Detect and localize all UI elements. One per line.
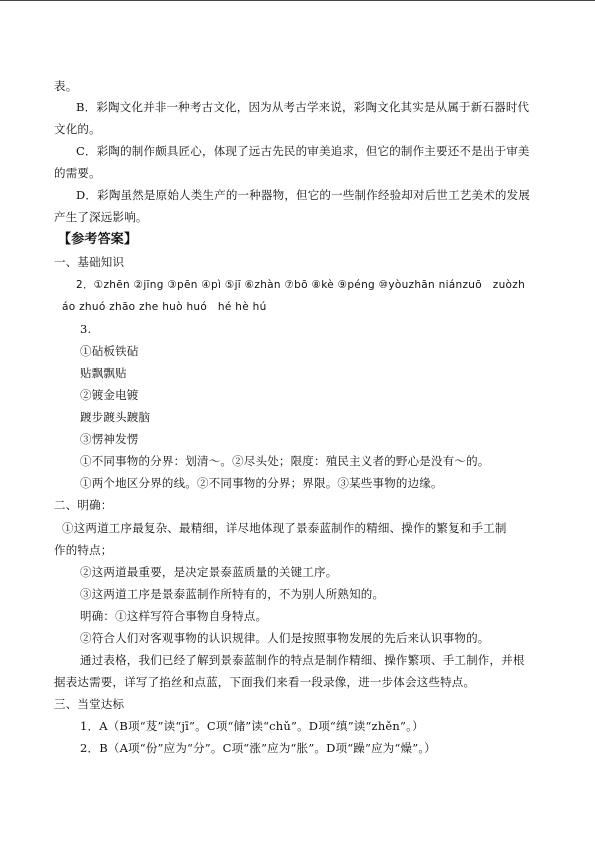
item-number: 3.: [80, 322, 92, 336]
section-heading: 一、基础知识: [54, 255, 125, 269]
word-group-2b: 踱步踱头踱脑: [80, 410, 151, 424]
text-line: 表。: [54, 79, 78, 93]
text-line: 的需要。: [54, 166, 101, 180]
option-b-line: B．彩陶文化并非一种考古文化，因为从考古学来说，彩陶文化其实是从属于新石器时代: [76, 100, 530, 114]
definition-line: ①不同事物的分界：划清～。②尽头处；限度：殖民主义者的野心是没有～的。: [80, 454, 490, 468]
text-line: ②这两道最重要，是决定景泰蓝质量的关键工序。: [80, 565, 338, 579]
option-d-line: D．彩陶虽然是原始人类生产的一种器物，但它的一些制作经验却对后世工艺美术的发展: [76, 188, 531, 202]
pinyin-answers-line: áo zhuó zhāo zhe huò huó hé hè hú: [62, 301, 267, 313]
text-line: 通过表格，我们已经了解到景泰蓝制作的特点是制作精细、操作繁项、手工制作，并根: [80, 653, 525, 667]
word-group-1: ①砧板铁砧: [80, 344, 139, 358]
text-line: 明确：①这样写符合事物自身特点。: [80, 609, 268, 623]
answer-line: 2．B（A项“份”应为“分”。C项“涨”应为“胀”。D项“躁”应为“燥”。）: [80, 741, 436, 755]
option-c-line: C．彩陶的制作颇具匠心，体现了远古先民的审美追求，但它的制作主要还不是出于审美: [76, 144, 530, 158]
word-group-2: ②镀金电镀: [80, 388, 139, 402]
text-line: ①这两道工序最复杂、最精细，详尽地体现了景泰蓝制作的精细、操作的繁复和手工制: [62, 521, 507, 535]
text-line: 文化的。: [54, 122, 101, 136]
text-line: ②符合人们对客观事物的认识规律。人们是按照事物发展的先后来认识事物的。: [80, 631, 490, 645]
text-line: 产生了深远影响。: [54, 210, 148, 224]
answer-heading: 【参考答案】: [58, 232, 138, 247]
answer-line: 1．A（B项“芨”读“jī”。C项“储”读“chǔ”。D项“缜”读“zhěn”。）: [80, 719, 424, 733]
section-heading: 三、当堂达标: [54, 697, 125, 711]
text-line: 据表达需要，详写了掐丝和点蓝，下面我们来看一段录像，进一步体会这些特点。: [54, 675, 476, 689]
text-line: ③这两道工序是景泰蓝制作所特有的，不为别人所熟知的。: [80, 587, 385, 601]
top-rule: [0, 0, 595, 1]
pinyin-answers-line: 2．①zhēn ②jīng ③pēn ④pì ⑤jī ⑥zhàn ⑦bō ⑧kè ⑨péng ⑩yòuzhān niánzuō zuòzh: [76, 279, 526, 291]
text-line: 作的特点；: [54, 543, 113, 557]
word-group-1b: 贴飘飘贴: [80, 366, 127, 380]
word-group-3: ③愣神发愣: [80, 432, 139, 446]
definition-line: ①两个地区分界的线。②不同事物的分界；界限。③某些事物的边缘。: [80, 476, 443, 490]
section-heading: 二、明确：: [54, 498, 113, 512]
